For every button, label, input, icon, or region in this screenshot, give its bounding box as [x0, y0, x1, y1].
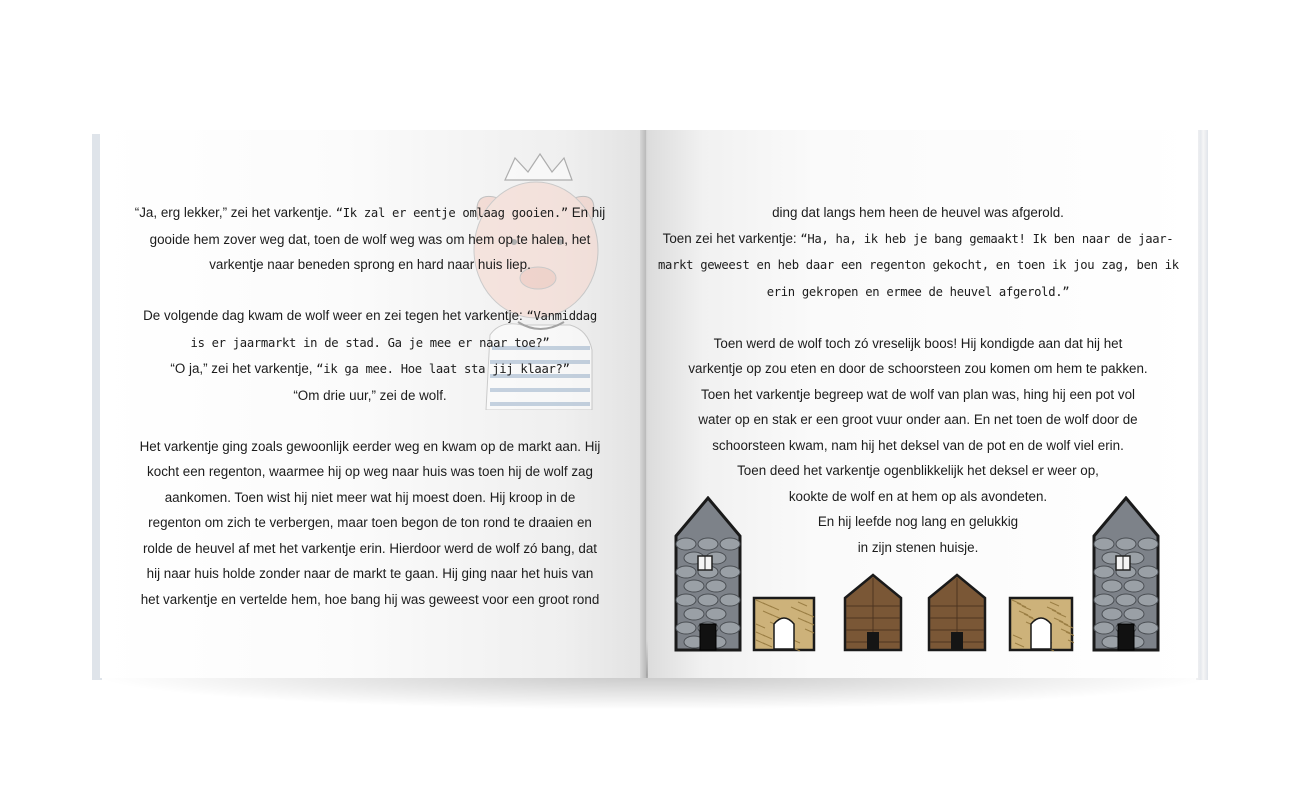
speech-text: is er jaarmarkt in de stad. Ga je mee er naar toe?”	[190, 335, 550, 350]
text-line	[110, 383, 630, 409]
text-line	[110, 510, 630, 536]
narration-text: hij naar huis holde zonder naar de markt te gaan. Hij ging naar het huis van	[146, 566, 594, 581]
narration-text: Het varkentje ging zoals gewoonlijk eerder weg en kwam op de markt aan. Hij	[139, 438, 601, 454]
text-line	[658, 226, 1178, 253]
narration-text: rolde de heuvel af met het varkentje erin. Hierdoor werd de wolf zó bang, dat	[142, 540, 598, 556]
text-line	[110, 200, 630, 227]
text-line	[658, 382, 1178, 408]
narration-text: De volgende dag kwam de wolf weer en zei tegen het varkentje:	[143, 308, 527, 323]
narration-text: water op en stak er een groot vuur onder aan. En net toen de wolf door de	[698, 412, 1138, 427]
text-line	[658, 407, 1178, 433]
narration-text: varkentje naar beneden sprong en hard naar huis liep.	[209, 257, 531, 272]
text-line	[110, 561, 630, 587]
narration-text: varkentje op zou eten en door de schoorsteen zou komen om hem te pakken.	[688, 361, 1148, 376]
stone-house	[1090, 496, 1162, 652]
narration-text: Toen zei het varkentje:	[662, 230, 801, 246]
text-line	[110, 252, 630, 278]
text-line	[110, 459, 630, 485]
narration-text: schoorsteen kwam, nam hij het deksel van de pot en de wolf viel erin.	[712, 437, 1124, 453]
speech-text: “Ha, ha, ik heb je bang gemaakt! Ik ben naar de jaar-	[800, 231, 1174, 246]
wood-house	[926, 572, 988, 652]
narration-text: het varkentje en vertelde hem, hoe bang hij was geweest voor een groot rond	[140, 591, 600, 607]
text-line	[658, 252, 1178, 279]
text-line	[110, 587, 630, 613]
left-page	[100, 130, 646, 678]
narration-text: regenton om zich te verbergen, maar toen begon de ton rond te draaien en	[148, 515, 592, 530]
speech-text: “Ik zal er eentje omlaag gooien.”	[335, 206, 568, 220]
narration-text: “Om drie uur,” zei de wolf.	[293, 387, 447, 403]
speech-text: markt geweest en heb daar een regenton gekocht, en toen ik jou zag, ben ik	[658, 258, 1179, 272]
text-line	[110, 303, 630, 330]
narration-text: “O ja,” zei het varkentje,	[170, 361, 317, 376]
text-line	[658, 356, 1178, 382]
text-line	[110, 536, 630, 562]
text-line	[110, 485, 630, 511]
narration-text: Toen deed het varkentje ogenblikkelijk het deksel er weer op,	[737, 463, 1099, 478]
text-line	[110, 434, 630, 460]
narration-text: Toen het varkentje begreep wat de wolf van plan was, hing hij een pot vol	[701, 386, 1135, 402]
text-line	[658, 279, 1178, 306]
text-line	[658, 200, 1178, 226]
wood-house	[842, 572, 904, 652]
paragraph-gap	[658, 305, 1178, 331]
right-page	[648, 130, 1198, 678]
narration-text: ding dat langs hem heen de heuvel was afgerold.	[772, 205, 1064, 220]
paragraph-gap	[110, 408, 630, 434]
text-line	[110, 227, 630, 253]
narration-text: En hij	[567, 205, 606, 220]
narration-text: Toen werd de wolf toch zó vreselijk boos! Hij kondigde aan dat hij het	[713, 335, 1123, 351]
straw-house	[752, 596, 816, 652]
text-line	[110, 330, 630, 357]
speech-text: “ik ga mee. Hoe laat sta jij klaar?”	[316, 362, 570, 376]
narration-text: kocht een regenton, waarmee hij op weg naar huis was toen hij de wolf zag	[147, 464, 593, 479]
stone-house	[672, 496, 744, 652]
text-line	[110, 356, 630, 383]
narration-text: “Ja, erg lekker,” zei het varkentje.	[134, 205, 336, 220]
straw-house	[1008, 596, 1074, 652]
narration-text: kookte de wolf en at hem op als avondeten.	[788, 488, 1048, 504]
speech-text: “Vanmiddag	[526, 309, 597, 323]
paragraph-gap	[110, 278, 630, 304]
narration-text: gooide hem zover weg dat, toen de wolf weg was om hem op te halen, het	[149, 231, 591, 247]
narration-text: En hij leefde nog lang en gelukkig	[817, 514, 1019, 529]
text-line	[658, 331, 1178, 357]
narration-text: in zijn stenen huisje.	[857, 539, 979, 555]
text-line	[658, 433, 1178, 459]
text-line	[658, 458, 1178, 484]
speech-text: erin gekropen en ermee de heuvel afgerold.”	[766, 284, 1070, 299]
left-page-text	[110, 200, 630, 612]
narration-text: aankomen. Toen wist hij niet meer wat hij moest doen. Hij kroop in de	[164, 489, 576, 505]
